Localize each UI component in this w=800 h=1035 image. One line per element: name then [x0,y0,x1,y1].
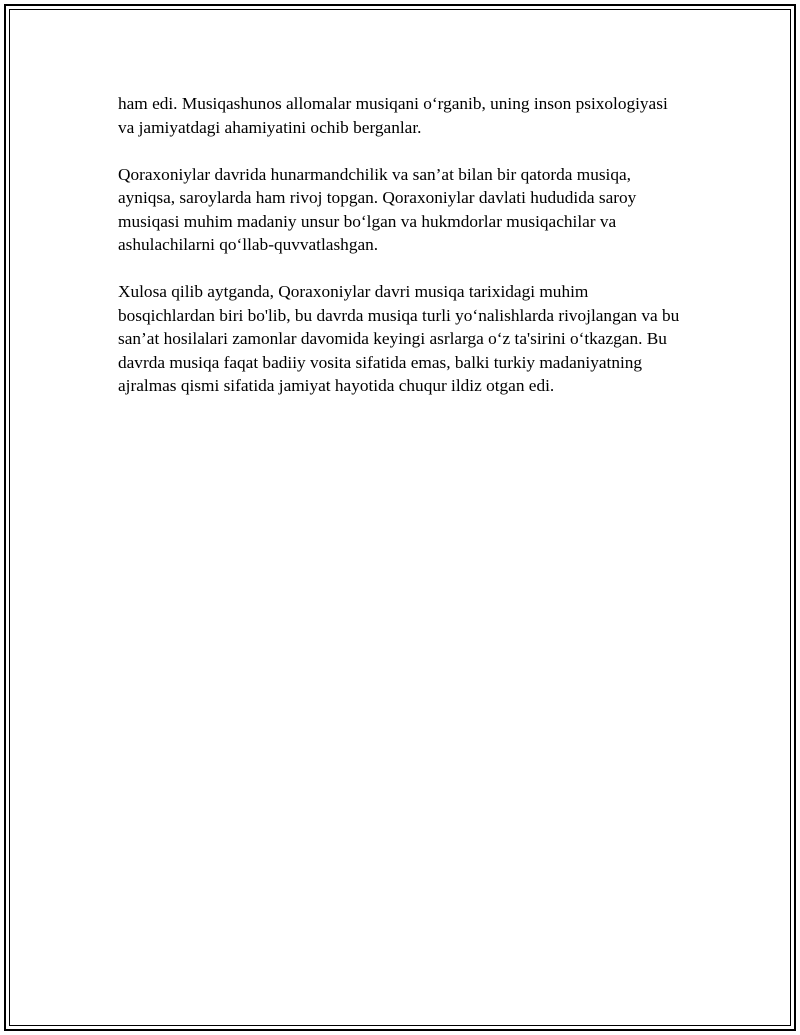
document-body [118,92,684,421]
paragraph-2: Qoraxoniylar davrida hunarmandchilik va san’at bilan bir qatorda musiqa, ayniqsa, saroylarda ham rivoj topgan. Qoraxoniylar davlati hududida saroy musiqasi muhim madaniy unsur bo‘lgan va hukmdorlar musiqachilar va ashulachilarni qo‘llab-quvvatlashgan. [118,164,637,254]
paragraph-3: Xulosa qilib aytganda, Qoraxoniylar davri musiqa tarixidagi muhim bosqichlardan biri bo'lib, bu davrda musiqa turli yo‘nalishlarda rivojlangan va bu san’at hosilalari zamonlar davomida keyingi asrlarga o‘z ta'sirini o‘tkazgan. Bu davrda musiqa faqat badiiy vosita sifatida emas, balki turkiy madaniyatning ajralmas qismi sifatida jamiyat hayotida chuqur ildiz otgan edi. [118,282,680,395]
paragraph-1: ham edi. Musiqashunos allomalar musiqani o‘rganib, uning inson psixologiyasi va jamiyatdagi ahamiyatini ochib berganlar. [118,94,668,137]
